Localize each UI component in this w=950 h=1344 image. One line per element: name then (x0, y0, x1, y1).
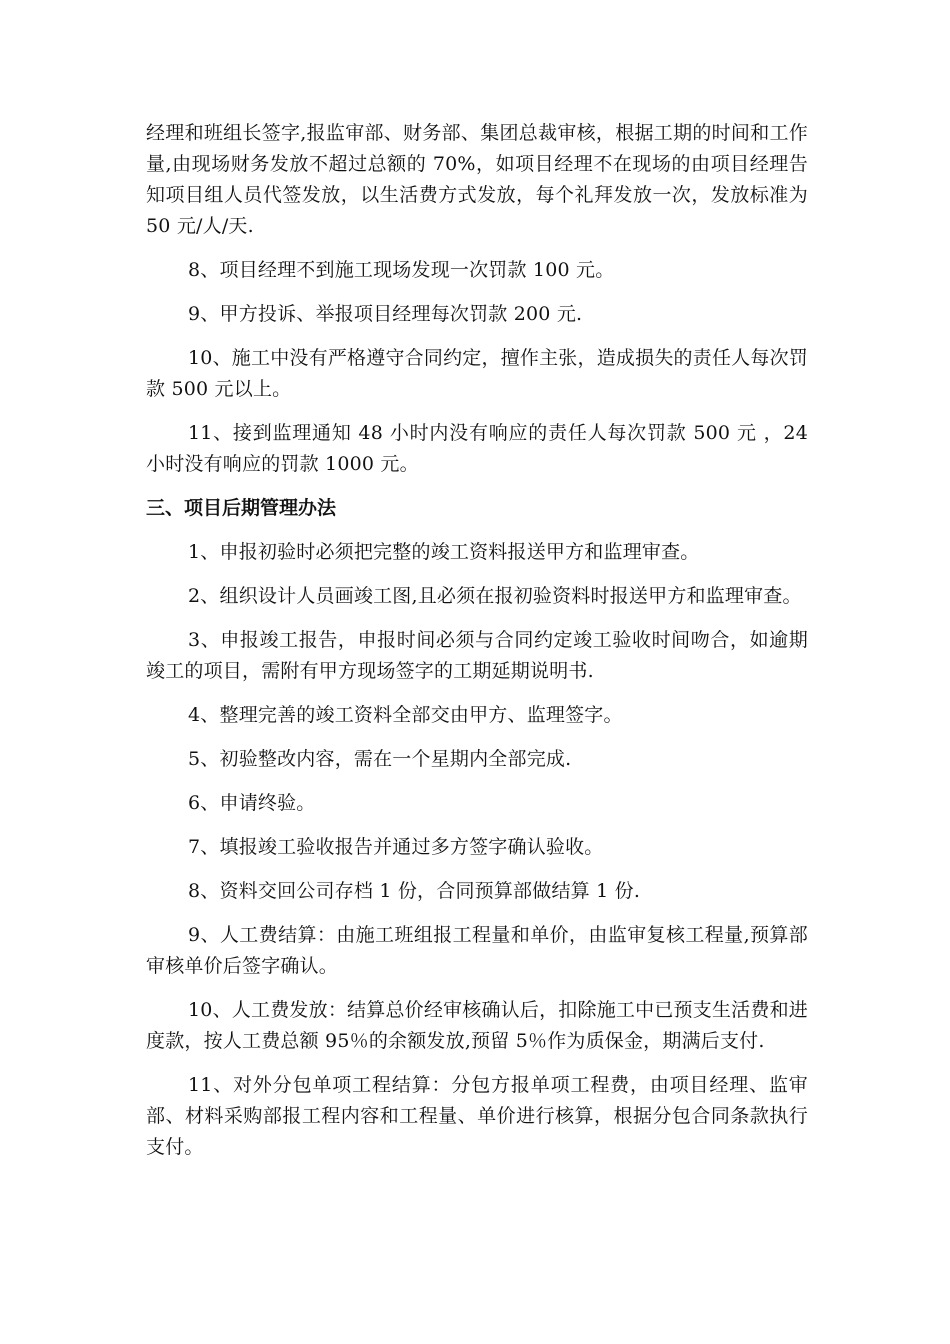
section3-heading: 三、项目后期管理办法 (146, 497, 337, 519)
intro-paragraph: 经理和班组长签字,报监审部、财务部、集团总裁审核，根据工期的时间和工作量,由现场财务发放不超过总额的 70%，如项目经理不在现场的由项目经理告知项目组人员代签发放，以生活费方式发放，每个礼拜发放一次，发放标准为 50 元/人/天. (146, 122, 808, 237)
section3-item-6: 6、申请终验。 (188, 792, 316, 814)
section3-item-2: 2、组织设计人员画竣工图,且必须在报初验资料时报送甲方和监理审查。 (188, 585, 802, 607)
section3-item-11: 11、对外分包单项工程结算：分包方报单项工程费，由项目经理、监审部、材料采购部报工程内容和工程量、单价进行核算，根据分包合同条款执行支付。 (146, 1074, 808, 1158)
document-page (146, 118, 808, 1163)
section2-item-9: 9、甲方投诉、举报项目经理每次罚款 200 元. (188, 303, 583, 325)
section3-item-1: 1、申报初验时必须把完整的竣工资料报送甲方和监理审查。 (188, 541, 700, 563)
section2-item-10: 10、施工中没有严格遵守合同约定，擅作主张，造成损失的责任人每次罚款 500 元以上。 (146, 347, 808, 400)
section3-item-9: 9、人工费结算：由施工班组报工程量和单价，由监审复核工程量,预算部审核单价后签字确认。 (146, 924, 808, 977)
section3-item-7: 7、填报竣工验收报告并通过多方签字确认验收。 (188, 836, 604, 858)
section3-item-8: 8、资料交回公司存档 1 份，合同预算部做结算 1 份. (188, 880, 641, 902)
section3-item-4: 4、整理完善的竣工资料全部交由甲方、监理签字。 (188, 704, 623, 726)
section2-item-8: 8、项目经理不到施工现场发现一次罚款 100 元。 (188, 259, 615, 281)
section3-item-5: 5、初验整改内容，需在一个星期内全部完成. (188, 748, 572, 770)
section2-item-11: 11、接到监理通知 48 小时内没有响应的责任人每次罚款 500 元 ，24 小时没有响应的罚款 1000 元。 (146, 422, 808, 475)
section3-item-3: 3、申报竣工报告，申报时间必须与合同约定竣工验收时间吻合，如逾期竣工的项目，需附有甲方现场签字的工期延期说明书. (146, 629, 808, 682)
section3-item-10: 10、人工费发放：结算总价经审核确认后，扣除施工中已预支生活费和进度款，按人工费总额 95％的余额发放,预留 5％作为质保金，期满后支付. (146, 999, 808, 1052)
